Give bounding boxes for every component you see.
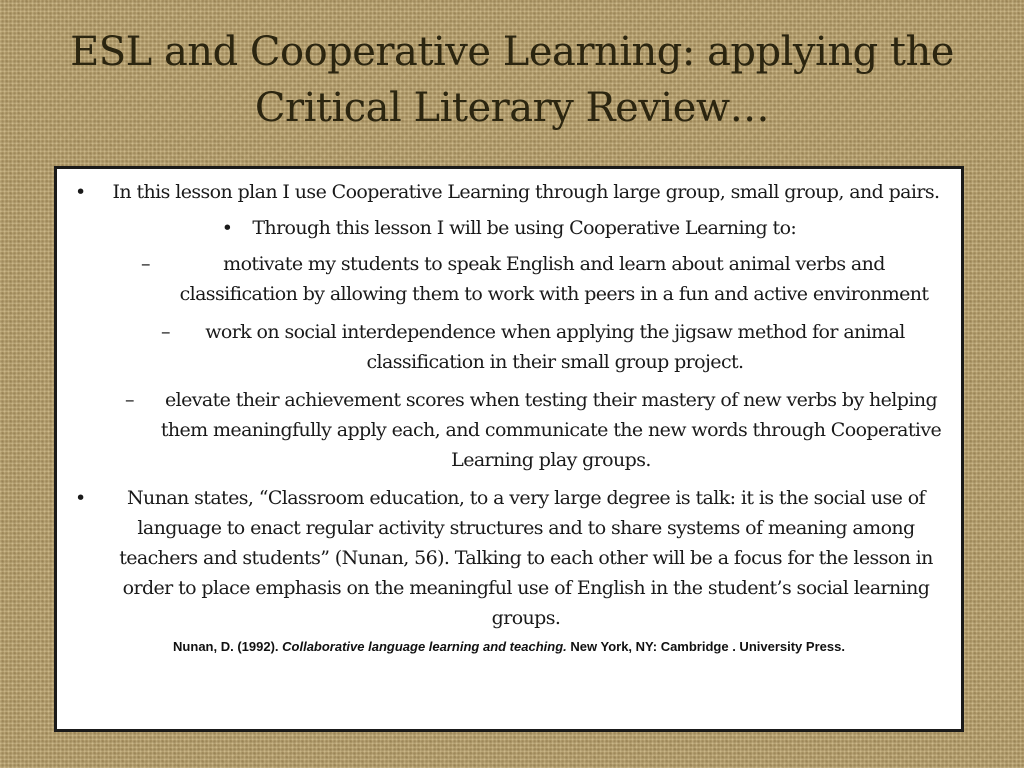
sub-item-text: elevate their achievement scores when testing their mastery of new verbs by helping them meaningfully apply each, and communicate the new words through Cooperative Learning play groups. xyxy=(160,389,942,471)
citation-publisher: New York, NY: Cambridge . University Press. xyxy=(570,639,845,654)
bullet-marker: • xyxy=(75,181,86,203)
bullet-marker: • xyxy=(75,487,86,509)
bullet-marker: • xyxy=(221,217,233,239)
bullet-list xyxy=(67,177,951,633)
sub-item-text: motivate my students to speak English and learn about animal verbs and classification by allowing them to work with peers in a fun and active environment xyxy=(179,253,929,305)
slide-title: ESL and Cooperative Learning: applying the Critical Literary Review… xyxy=(70,29,954,131)
list-item-cooperative-learning-plan xyxy=(67,177,951,207)
bullet-text: In this lesson plan I use Cooperative Learning through large group, small group, and pairs. xyxy=(112,181,940,203)
content-box xyxy=(54,166,964,732)
dash-marker: – xyxy=(161,321,170,343)
sub-list-item-motivate xyxy=(67,249,951,309)
dash-marker: – xyxy=(125,389,134,411)
sub-item-text: work on social interdependence when applying the jigsaw method for animal classification in their small group project. xyxy=(205,321,905,373)
list-item-nunan-quote xyxy=(67,483,951,633)
sub-list-item-achievement xyxy=(67,385,951,475)
sub-list-item-interdependence xyxy=(67,317,951,377)
citation xyxy=(67,639,951,654)
list-item-using-cooperative-learning xyxy=(67,213,951,243)
citation-author-year: Nunan, D. (1992). xyxy=(173,639,279,654)
citation-book-title: Collaborative language learning and teaching. xyxy=(282,639,567,654)
bullet-text: Through this lesson I will be using Cooperative Learning to: xyxy=(252,217,797,239)
dash-marker: – xyxy=(141,253,150,275)
bullet-text: Nunan states, “Classroom education, to a very large degree is talk: it is the social use of language to enact regular activity structures and to share systems of meaning among teachers and students” (Nunan, 56). Talking to each other will be a focus for the lesson in order to place emphasis on the meaningful use of English in the student’s social learning groups. xyxy=(119,487,933,629)
